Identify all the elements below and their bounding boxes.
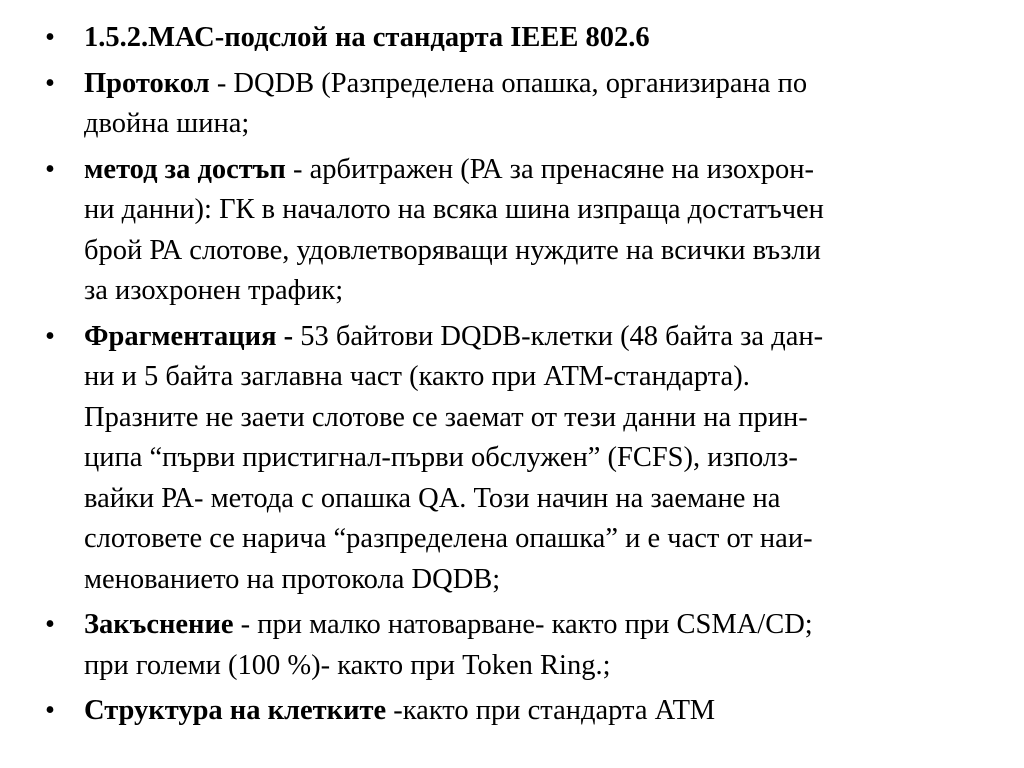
section-heading: 1.5.2.МАС-подслой на стандарта IEEE 802.6 [84,22,650,53]
bullet-icon: • [45,320,55,352]
bullet-item-heading [0,18,1024,59]
bullet-text: - при малко натоварване- както при CSMA/CD; [233,609,813,640]
bullet-text: брой РА слотове, удовлетворяващи нуждите на всички възли [84,234,821,266]
bullet-icon: • [45,153,55,185]
bullet-item-delay [0,605,1024,686]
bullet-text: при големи (100 %)- както при Token Ring.; [84,649,611,681]
bullet-item-cell-structure [0,691,1024,732]
bullet-text: вайки РА- метода с опашка QA. Този начин на заемане на [84,482,781,514]
bullet-lead: Закъснение [84,609,234,640]
bullet-text: ципа “първи пристигнал-първи обслужен” (FCFS), използ- [84,442,798,473]
bullet-item-fragmentation [0,317,1024,601]
bullet-text: ни данни): ГК в началото на всяка шина изпраща достатъчен [84,194,824,225]
bullet-lead: Протокол [84,67,210,99]
bullet-icon: • [45,67,55,99]
bullet-item-protocol [0,64,1024,145]
bullet-item-access-method [0,150,1024,312]
bullet-text: слотовете се нарича “разпределена опашка” и е част от наи- [84,523,813,554]
bullet-text: -както при стандарта АТМ [386,695,716,726]
bullet-text: менованието на протокола DQDB; [84,563,501,595]
bullet-text: - арбитражен (РА за пренасяне на изохрон- [285,153,814,185]
bullet-list [0,18,1024,737]
bullet-text: за изохронен трафик; [84,275,344,306]
bullet-text: - DQDB (Разпределена опашка, организирана по [209,67,808,99]
bullet-icon: • [45,695,55,726]
bullet-icon: • [45,22,55,53]
bullet-text: 53 байтови DQDB-клетки (48 байта за дан- [300,320,824,352]
bullet-text: ни и 5 байта заглавна част (както при АТМ-стандарта). [84,361,750,392]
bullet-text: Празните не заети слотове се заемат от тези данни на прин- [84,401,808,433]
bullet-lead: метод за достъп [84,153,286,185]
bullet-text: двойна шина; [84,108,250,139]
bullet-lead: Фрагментация - [84,320,301,352]
bullet-lead: Структура на клетките [84,695,387,726]
bullet-icon: • [45,609,55,640]
